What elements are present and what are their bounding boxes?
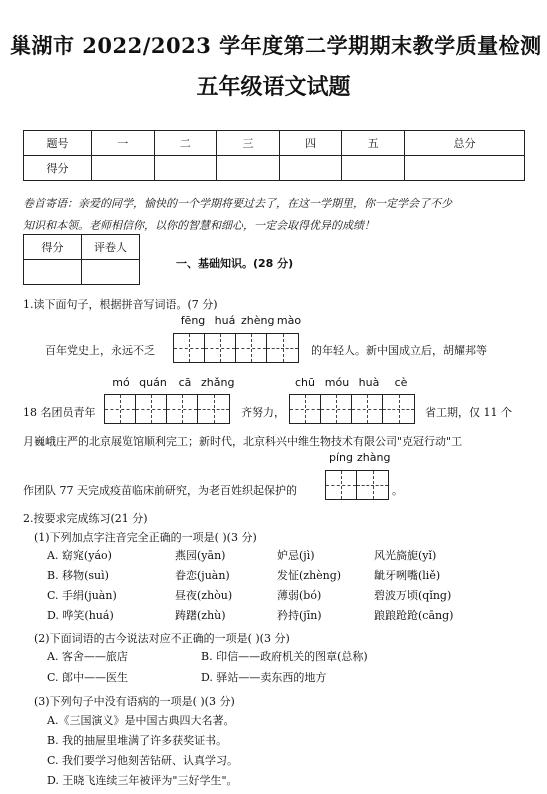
option-row bbox=[47, 567, 517, 587]
option-item: D. 哗笑(huá) bbox=[47, 609, 114, 622]
greeting-line: 卷首寄语：亲爱的同学，愉快的一个学期将要过去了，在这一学期里，你一定学会了不少 bbox=[23, 197, 452, 210]
sentence-text: 18 名团员青年 bbox=[23, 406, 96, 419]
pinyin: zhǎng bbox=[201, 376, 235, 389]
score-input-cell[interactable] bbox=[342, 156, 405, 181]
score-input-cell[interactable] bbox=[154, 156, 217, 181]
score-input-cell[interactable] bbox=[404, 156, 524, 181]
pinyin: fēng bbox=[180, 314, 206, 327]
option-item: 踌躇(zhù) bbox=[175, 609, 226, 622]
score-cell: 总分 bbox=[404, 131, 524, 156]
option-item: 龇牙咧嘴(liě) bbox=[374, 569, 441, 582]
grader-table bbox=[23, 234, 140, 285]
score-cell: 五 bbox=[342, 131, 405, 156]
score-cell: 三 bbox=[217, 131, 280, 156]
sentence-text: 。 bbox=[392, 484, 403, 497]
option-item: 矜持(jīn) bbox=[277, 609, 322, 622]
pinyin: chū bbox=[295, 376, 315, 389]
option-item: A. 客舍——旅店 bbox=[47, 650, 128, 663]
option-item: A.《三国演义》是中国古典四大名著。 bbox=[47, 714, 235, 727]
greeting-line: 知识和本领。老师相信你，以你的智慧和细心，一定会取得优异的成绩！ bbox=[23, 219, 375, 232]
option-item: A. 窈窕(yáo) bbox=[47, 549, 112, 562]
option-item: B. 印信——政府机关的图章(总称) bbox=[201, 650, 368, 663]
score-table-header-row bbox=[24, 131, 525, 156]
answer-grid[interactable] bbox=[325, 470, 389, 500]
grader-score-input[interactable] bbox=[24, 260, 82, 285]
question-prompt: 2.按要求完成练习(21 分) bbox=[23, 512, 148, 525]
section-title: 一、基础知识。(28 分) bbox=[176, 257, 294, 270]
subquestion-prompt: (3)下列句子中没有语病的一项是( )(3 分) bbox=[34, 695, 235, 708]
option-item: C. 郎中——医生 bbox=[47, 671, 129, 684]
option-item: 碧波万顷(qǐng) bbox=[374, 589, 452, 602]
pinyin-row bbox=[105, 376, 233, 389]
score-cell: 一 bbox=[92, 131, 155, 156]
option-item: 眷恋(juàn) bbox=[175, 569, 230, 582]
question-prompt: 1.读下面句子，根据拼音写词语。(7 分) bbox=[23, 298, 218, 311]
option-row bbox=[47, 648, 517, 669]
grader-name-input[interactable] bbox=[82, 260, 140, 285]
option-item: 燕园(yān) bbox=[175, 549, 226, 562]
pinyin: zhèng bbox=[241, 314, 275, 327]
option-item: D. 驿站——卖东西的地方 bbox=[201, 671, 327, 684]
greeting bbox=[23, 193, 452, 237]
pinyin: cè bbox=[394, 376, 408, 389]
answer-grid[interactable] bbox=[173, 333, 299, 363]
sentence-text: 齐努力， bbox=[241, 406, 285, 419]
pinyin: huá bbox=[214, 314, 236, 327]
exam-school-heading: 巢湖市 2022/2023 学年度第二学期期末教学质量检测 bbox=[10, 33, 542, 58]
score-table-score-row bbox=[24, 156, 525, 181]
pinyin: quán bbox=[139, 376, 167, 389]
score-table bbox=[23, 130, 525, 181]
pinyin: móu bbox=[324, 376, 350, 389]
sentence-text: 月巍峨庄严的北京展览馆顺利完工；新时代，北京科兴中维生物技术有限公司"克冠行动"工 bbox=[23, 435, 463, 448]
grader-score-label: 得分 bbox=[24, 235, 82, 260]
answer-grid[interactable] bbox=[104, 394, 230, 424]
subquestion-prompt: (2)下面词语的古今说法对应不正确的一项是( )(3 分) bbox=[34, 632, 290, 645]
exam-title: 五年级语文试题 bbox=[196, 75, 351, 100]
option-item: D. 王晓飞连续三年被评为"三好学生"。 bbox=[47, 774, 238, 787]
option-item: B. 移物(suì) bbox=[47, 569, 109, 582]
option-item: 妒忌(jì) bbox=[277, 549, 315, 562]
score-cell: 得分 bbox=[24, 156, 92, 181]
sentence-text: 的年轻人。新中国成立后，胡耀邦等 bbox=[311, 344, 487, 357]
option-row bbox=[47, 669, 517, 690]
score-cell: 四 bbox=[279, 131, 342, 156]
option-item: C. 我们要学习他刻苦钻研、认真学习。 bbox=[47, 754, 239, 767]
pinyin: mó bbox=[112, 376, 130, 389]
option-row bbox=[47, 587, 517, 607]
option-row bbox=[47, 547, 517, 567]
option-grid bbox=[47, 547, 517, 627]
score-cell: 题号 bbox=[24, 131, 92, 156]
sentence-text: 百年党史上，永远不乏 bbox=[45, 344, 155, 357]
pinyin: mào bbox=[276, 314, 302, 327]
score-input-cell[interactable] bbox=[279, 156, 342, 181]
pinyin: huà bbox=[358, 376, 380, 389]
answer-grid[interactable] bbox=[289, 394, 415, 424]
pinyin: cā bbox=[178, 376, 192, 389]
score-cell: 二 bbox=[154, 131, 217, 156]
option-list bbox=[47, 711, 238, 791]
score-input-cell[interactable] bbox=[92, 156, 155, 181]
sentence-text: 省工期，仅 11 个 bbox=[425, 406, 512, 419]
pinyin-row bbox=[289, 376, 417, 389]
option-item: 发怔(zhèng) bbox=[277, 569, 342, 582]
pinyin: píng bbox=[329, 451, 353, 464]
option-item: 风光旖旎(yǐ) bbox=[374, 549, 437, 562]
option-item: B. 我的抽屉里堆满了许多获奖证书。 bbox=[47, 734, 228, 747]
pinyin: zhàng bbox=[357, 451, 391, 464]
option-grid bbox=[47, 648, 517, 690]
sentence-text: 作团队 77 天完成疫苗临床前研究，为老百姓织起保护的 bbox=[23, 484, 297, 497]
pinyin-row bbox=[177, 314, 305, 327]
option-item: 踉踉跄跄(cāng) bbox=[374, 609, 454, 622]
score-input-cell[interactable] bbox=[217, 156, 280, 181]
option-item: 昼夜(zhòu) bbox=[175, 589, 233, 602]
option-item: 薄弱(bó) bbox=[277, 589, 322, 602]
grader-name-label: 评卷人 bbox=[82, 235, 140, 260]
pinyin-row bbox=[325, 451, 389, 464]
option-item: C. 手绢(juàn) bbox=[47, 589, 117, 602]
option-row bbox=[47, 607, 517, 627]
subquestion-prompt: (1)下列加点字注音完全正确的一项是( )(3 分) bbox=[34, 531, 257, 544]
